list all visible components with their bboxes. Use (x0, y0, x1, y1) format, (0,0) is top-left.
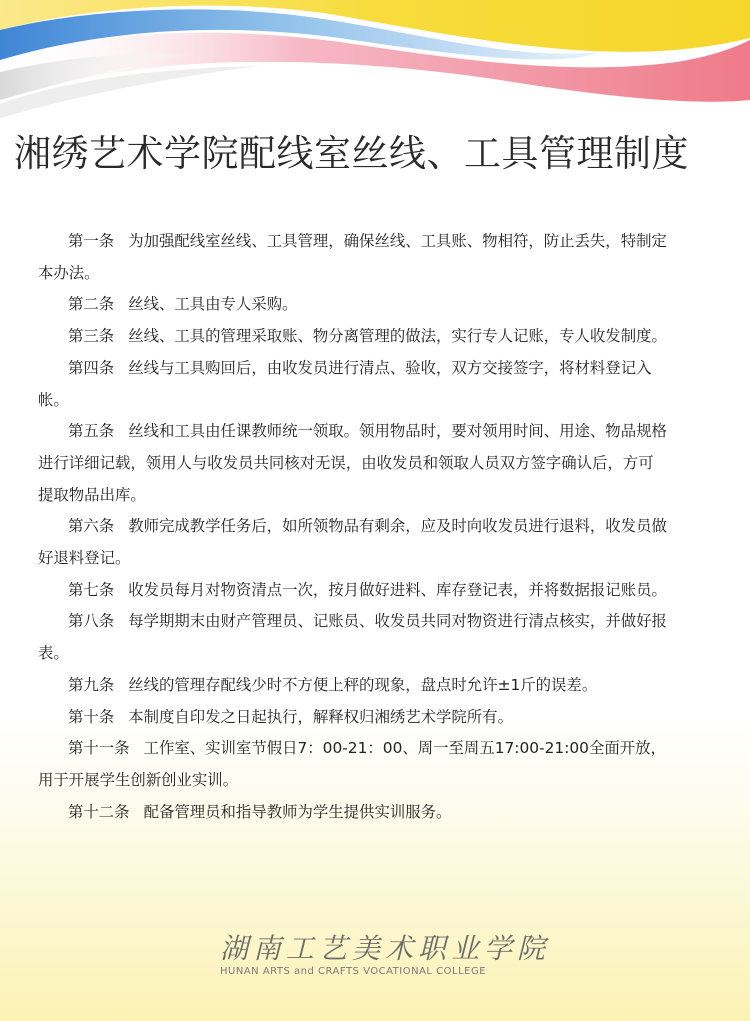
article-7 (38, 575, 668, 607)
article-list (38, 226, 668, 828)
article-text: 每学期期末由财产管理员、记账员、收发员共同对物资进行清点核实，并做好报表。 (38, 612, 667, 663)
article-text: 配备管理员和指导教师为学生提供实训服务。 (143, 802, 452, 821)
article-text: 丝线、工具的管理采取账、物分离管理的做法，实行专人记账，专人收发制度。 (128, 327, 667, 346)
article-label: 第七条 (68, 580, 115, 599)
article-label: 第十二条 (68, 802, 130, 821)
article-6 (38, 511, 668, 574)
article-text: 丝线和工具由任课教师统一领取。领用物品时，要对领用时间、用途、物品规格进行详细记载，领用人与收发员共同核对无误，由收发员和领取人员双方签字确认后，方可提取物品出库。 (38, 422, 667, 504)
article-3 (38, 321, 668, 353)
article-label: 第五条 (68, 422, 115, 441)
article-label: 第三条 (68, 327, 115, 346)
article-11 (38, 733, 668, 796)
article-text: 教师完成教学任务后，如所领物品有剩余，应及时向收发员进行退料，收发员做好退料登记。 (38, 517, 667, 568)
page-title: 湘绣艺术学院配线室丝线、工具管理制度 (14, 132, 689, 175)
article-4 (38, 353, 668, 416)
article-text: 丝线与工具购回后，由收发员进行清点、验收，双方交接签字，将材料登记入帐。 (38, 358, 652, 409)
decorative-ribbon-banner (0, 0, 750, 120)
article-2 (38, 289, 668, 321)
college-logo (220, 932, 551, 988)
article-5 (38, 416, 668, 511)
article-text: 丝线、工具由专人采购。 (128, 295, 298, 314)
article-text: 为加强配线室丝线、工具管理，确保丝线、工具账、物相符，防止丢失，特制定本办法。 (38, 232, 667, 282)
article-8 (38, 606, 668, 669)
article-text: 工作室、实训室节假日7：00-21：00、周一至周五17:00-21:00全面开放，用于开展学生创新创业实训。 (38, 739, 666, 789)
article-label: 第四条 (68, 358, 115, 377)
article-12 (38, 797, 668, 829)
article-text: 收发员每月对物资清点一次，按月做好进料、库存登记表，并将数据报记账员。 (128, 580, 667, 599)
article-label: 第二条 (68, 295, 115, 314)
article-text: 本制度自印发之日起执行，解释权归湘绣艺术学院所有。 (128, 707, 513, 726)
article-1 (38, 226, 668, 289)
article-label: 第十条 (68, 707, 115, 726)
article-10 (38, 702, 668, 734)
article-9 (38, 670, 668, 702)
article-label: 第八条 (68, 612, 115, 631)
article-label: 第六条 (68, 517, 115, 536)
article-label: 第九条 (68, 675, 115, 694)
article-text: 丝线的管理存配线少时不方便上秤的现象，盘点时允许±1斤的误差。 (128, 675, 598, 694)
college-logo-english: HUNAN ARTS and CRAFTS VOCATIONAL COLLEGE (220, 966, 487, 977)
college-logo-chinese: 湖南工艺美术职业学院 (220, 932, 551, 965)
article-label: 第十一条 (68, 739, 130, 758)
article-label: 第一条 (68, 232, 115, 250)
